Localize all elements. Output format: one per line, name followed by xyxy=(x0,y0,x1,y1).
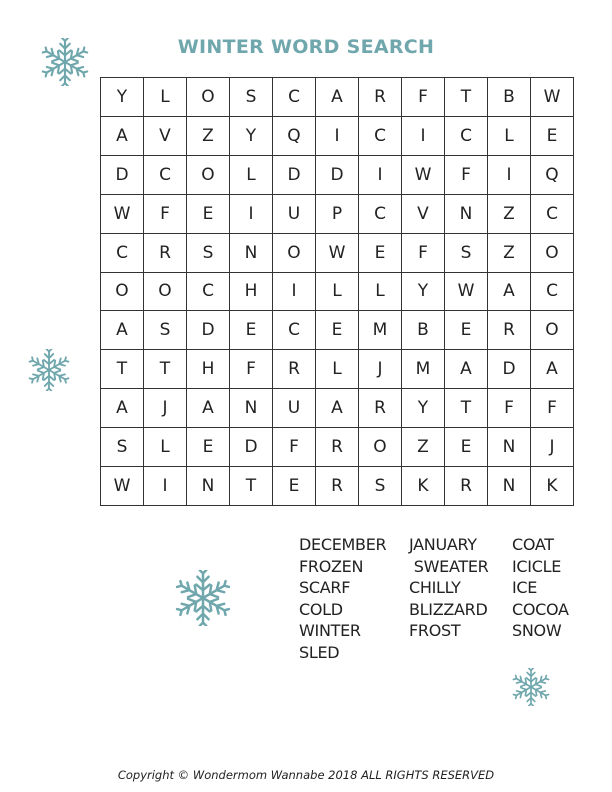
grid-cell: A xyxy=(187,389,230,428)
grid-cell: F xyxy=(445,156,488,195)
copyright-footer: Copyright © Wondermom Wannabe 2018 ALL RIGHTS RESERVED xyxy=(117,768,495,782)
grid-cell: R xyxy=(316,428,359,467)
grid-cell: C xyxy=(144,156,187,195)
word-list-item: SNOW xyxy=(512,621,562,641)
grid-cell: Q xyxy=(273,117,316,156)
grid-cell: N xyxy=(230,234,273,273)
grid-cell: O xyxy=(273,234,316,273)
grid-cell: L xyxy=(230,156,273,195)
grid-cell: T xyxy=(230,467,273,506)
grid-cell: C xyxy=(445,117,488,156)
grid-cell: N xyxy=(230,389,273,428)
grid-cell: W xyxy=(101,467,144,506)
grid-cell: N xyxy=(445,195,488,234)
grid-cell: U xyxy=(273,195,316,234)
grid-cell: T xyxy=(101,350,144,389)
word-list-item: ICICLE xyxy=(512,556,562,576)
letter-grid xyxy=(100,77,574,506)
grid-cell: A xyxy=(101,311,144,350)
grid-cell: Y xyxy=(402,273,445,312)
grid-cell: O xyxy=(359,428,402,467)
grid-cell: S xyxy=(101,428,144,467)
grid-cell: U xyxy=(273,389,316,428)
grid-cell: F xyxy=(402,234,445,273)
grid-cell: A xyxy=(445,350,488,389)
grid-cell: S xyxy=(359,467,402,506)
grid-cell: I xyxy=(359,156,402,195)
word-list-item: SWEATER xyxy=(409,556,489,576)
grid-cell: W xyxy=(402,156,445,195)
grid-cell: A xyxy=(316,78,359,117)
grid-cell: C xyxy=(531,195,574,234)
grid-cell: T xyxy=(445,389,488,428)
grid-cell: B xyxy=(488,78,531,117)
grid-cell: W xyxy=(531,78,574,117)
grid-cell: I xyxy=(402,117,445,156)
grid-cell: E xyxy=(187,195,230,234)
grid-cell: C xyxy=(273,311,316,350)
grid-cell: L xyxy=(316,350,359,389)
grid-cell: P xyxy=(316,195,359,234)
grid-cell: B xyxy=(402,311,445,350)
grid-cell: S xyxy=(445,234,488,273)
word-list-item: WINTER xyxy=(299,621,361,641)
word-list-item: COAT xyxy=(512,535,554,554)
word-list xyxy=(299,534,599,664)
grid-cell: I xyxy=(316,117,359,156)
grid-cell: H xyxy=(187,350,230,389)
grid-cell: R xyxy=(273,350,316,389)
grid-cell: C xyxy=(273,78,316,117)
grid-cell: R xyxy=(316,467,359,506)
grid-cell: R xyxy=(488,311,531,350)
word-list-item: SCARF xyxy=(299,578,351,598)
grid-cell: H xyxy=(230,273,273,312)
grid-cell: I xyxy=(144,467,187,506)
grid-cell: D xyxy=(488,350,531,389)
grid-cell: F xyxy=(531,389,574,428)
grid-cell: L xyxy=(316,273,359,312)
grid-cell: R xyxy=(445,467,488,506)
grid-cell: W xyxy=(101,195,144,234)
snowflake-icon xyxy=(512,668,550,706)
grid-cell: R xyxy=(359,78,402,117)
word-list-item: ICE xyxy=(512,578,538,598)
grid-cell: I xyxy=(273,273,316,312)
grid-cell: Q xyxy=(531,156,574,195)
grid-cell: I xyxy=(488,156,531,195)
grid-cell: C xyxy=(531,273,574,312)
grid-cell: Z xyxy=(187,117,230,156)
word-list-item: BLIZZARD xyxy=(409,599,488,619)
grid-cell: A xyxy=(101,117,144,156)
grid-cell: L xyxy=(359,273,402,312)
grid-cell: N xyxy=(488,428,531,467)
word-list-item: SLED xyxy=(299,642,340,662)
grid-cell: W xyxy=(316,234,359,273)
grid-cell: T xyxy=(445,78,488,117)
grid-cell: N xyxy=(187,467,230,506)
word-list-item: DECEMBER xyxy=(299,535,387,554)
grid-cell: A xyxy=(488,273,531,312)
grid-cell: F xyxy=(144,195,187,234)
grid-cell: D xyxy=(316,156,359,195)
grid-cell: F xyxy=(402,78,445,117)
grid-cell: E xyxy=(359,234,402,273)
grid-cell: Z xyxy=(402,428,445,467)
grid-cell: R xyxy=(359,389,402,428)
grid-cell: F xyxy=(230,350,273,389)
grid-cell: Y xyxy=(101,78,144,117)
grid-cell: J xyxy=(531,428,574,467)
word-list-item: FROZEN xyxy=(299,556,364,576)
grid-cell: D xyxy=(187,311,230,350)
word-list-item: COCOA xyxy=(512,599,569,619)
grid-cell: D xyxy=(101,156,144,195)
grid-cell: R xyxy=(144,234,187,273)
grid-cell: A xyxy=(101,389,144,428)
word-list-item: JANUARY xyxy=(409,535,477,554)
grid-cell: L xyxy=(144,78,187,117)
grid-cell: V xyxy=(402,195,445,234)
page-title: WINTER WORD SEARCH xyxy=(177,36,435,58)
grid-cell: E xyxy=(230,311,273,350)
grid-cell: A xyxy=(531,350,574,389)
grid-cell: E xyxy=(445,428,488,467)
grid-cell: E xyxy=(445,311,488,350)
grid-cell: E xyxy=(531,117,574,156)
grid-cell: V xyxy=(144,117,187,156)
grid-cell: O xyxy=(187,78,230,117)
grid-cell: O xyxy=(531,234,574,273)
grid-cell: Y xyxy=(230,117,273,156)
word-list-column-1 xyxy=(299,534,386,664)
grid-cell: J xyxy=(144,389,187,428)
grid-cell: E xyxy=(273,467,316,506)
grid-cell: D xyxy=(230,428,273,467)
grid-cell: S xyxy=(187,234,230,273)
grid-cell: O xyxy=(187,156,230,195)
word-list-item: CHILLY xyxy=(409,578,461,598)
word-list-item: FROST xyxy=(409,621,461,641)
grid-cell: Z xyxy=(488,195,531,234)
grid-cell: Y xyxy=(402,389,445,428)
grid-cell: S xyxy=(144,311,187,350)
grid-cell: I xyxy=(230,195,273,234)
grid-cell: M xyxy=(359,311,402,350)
grid-cell: L xyxy=(144,428,187,467)
grid-cell: F xyxy=(488,389,531,428)
grid-cell: T xyxy=(144,350,187,389)
grid-cell: K xyxy=(531,467,574,506)
grid-cell: O xyxy=(101,273,144,312)
word-list-column-2 xyxy=(409,534,488,642)
grid-cell: K xyxy=(402,467,445,506)
grid-cell: C xyxy=(359,117,402,156)
grid-cell: E xyxy=(316,311,359,350)
word-list-item: COLD xyxy=(299,599,343,619)
grid-cell: J xyxy=(359,350,402,389)
snowflake-icon xyxy=(40,38,90,86)
grid-cell: N xyxy=(488,467,531,506)
grid-cell: O xyxy=(144,273,187,312)
grid-cell: O xyxy=(531,311,574,350)
grid-cell: D xyxy=(273,156,316,195)
grid-cell: L xyxy=(488,117,531,156)
snowflake-icon xyxy=(175,570,231,626)
word-list-column-3 xyxy=(512,534,569,642)
grid-cell: F xyxy=(273,428,316,467)
snowflake-icon xyxy=(28,349,70,391)
grid-cell: C xyxy=(187,273,230,312)
grid-cell: M xyxy=(402,350,445,389)
grid-cell: C xyxy=(359,195,402,234)
grid-cell: Z xyxy=(488,234,531,273)
grid-cell: S xyxy=(230,78,273,117)
grid-cell: W xyxy=(445,273,488,312)
grid-cell: A xyxy=(316,389,359,428)
grid-cell: E xyxy=(187,428,230,467)
grid-cell: C xyxy=(101,234,144,273)
